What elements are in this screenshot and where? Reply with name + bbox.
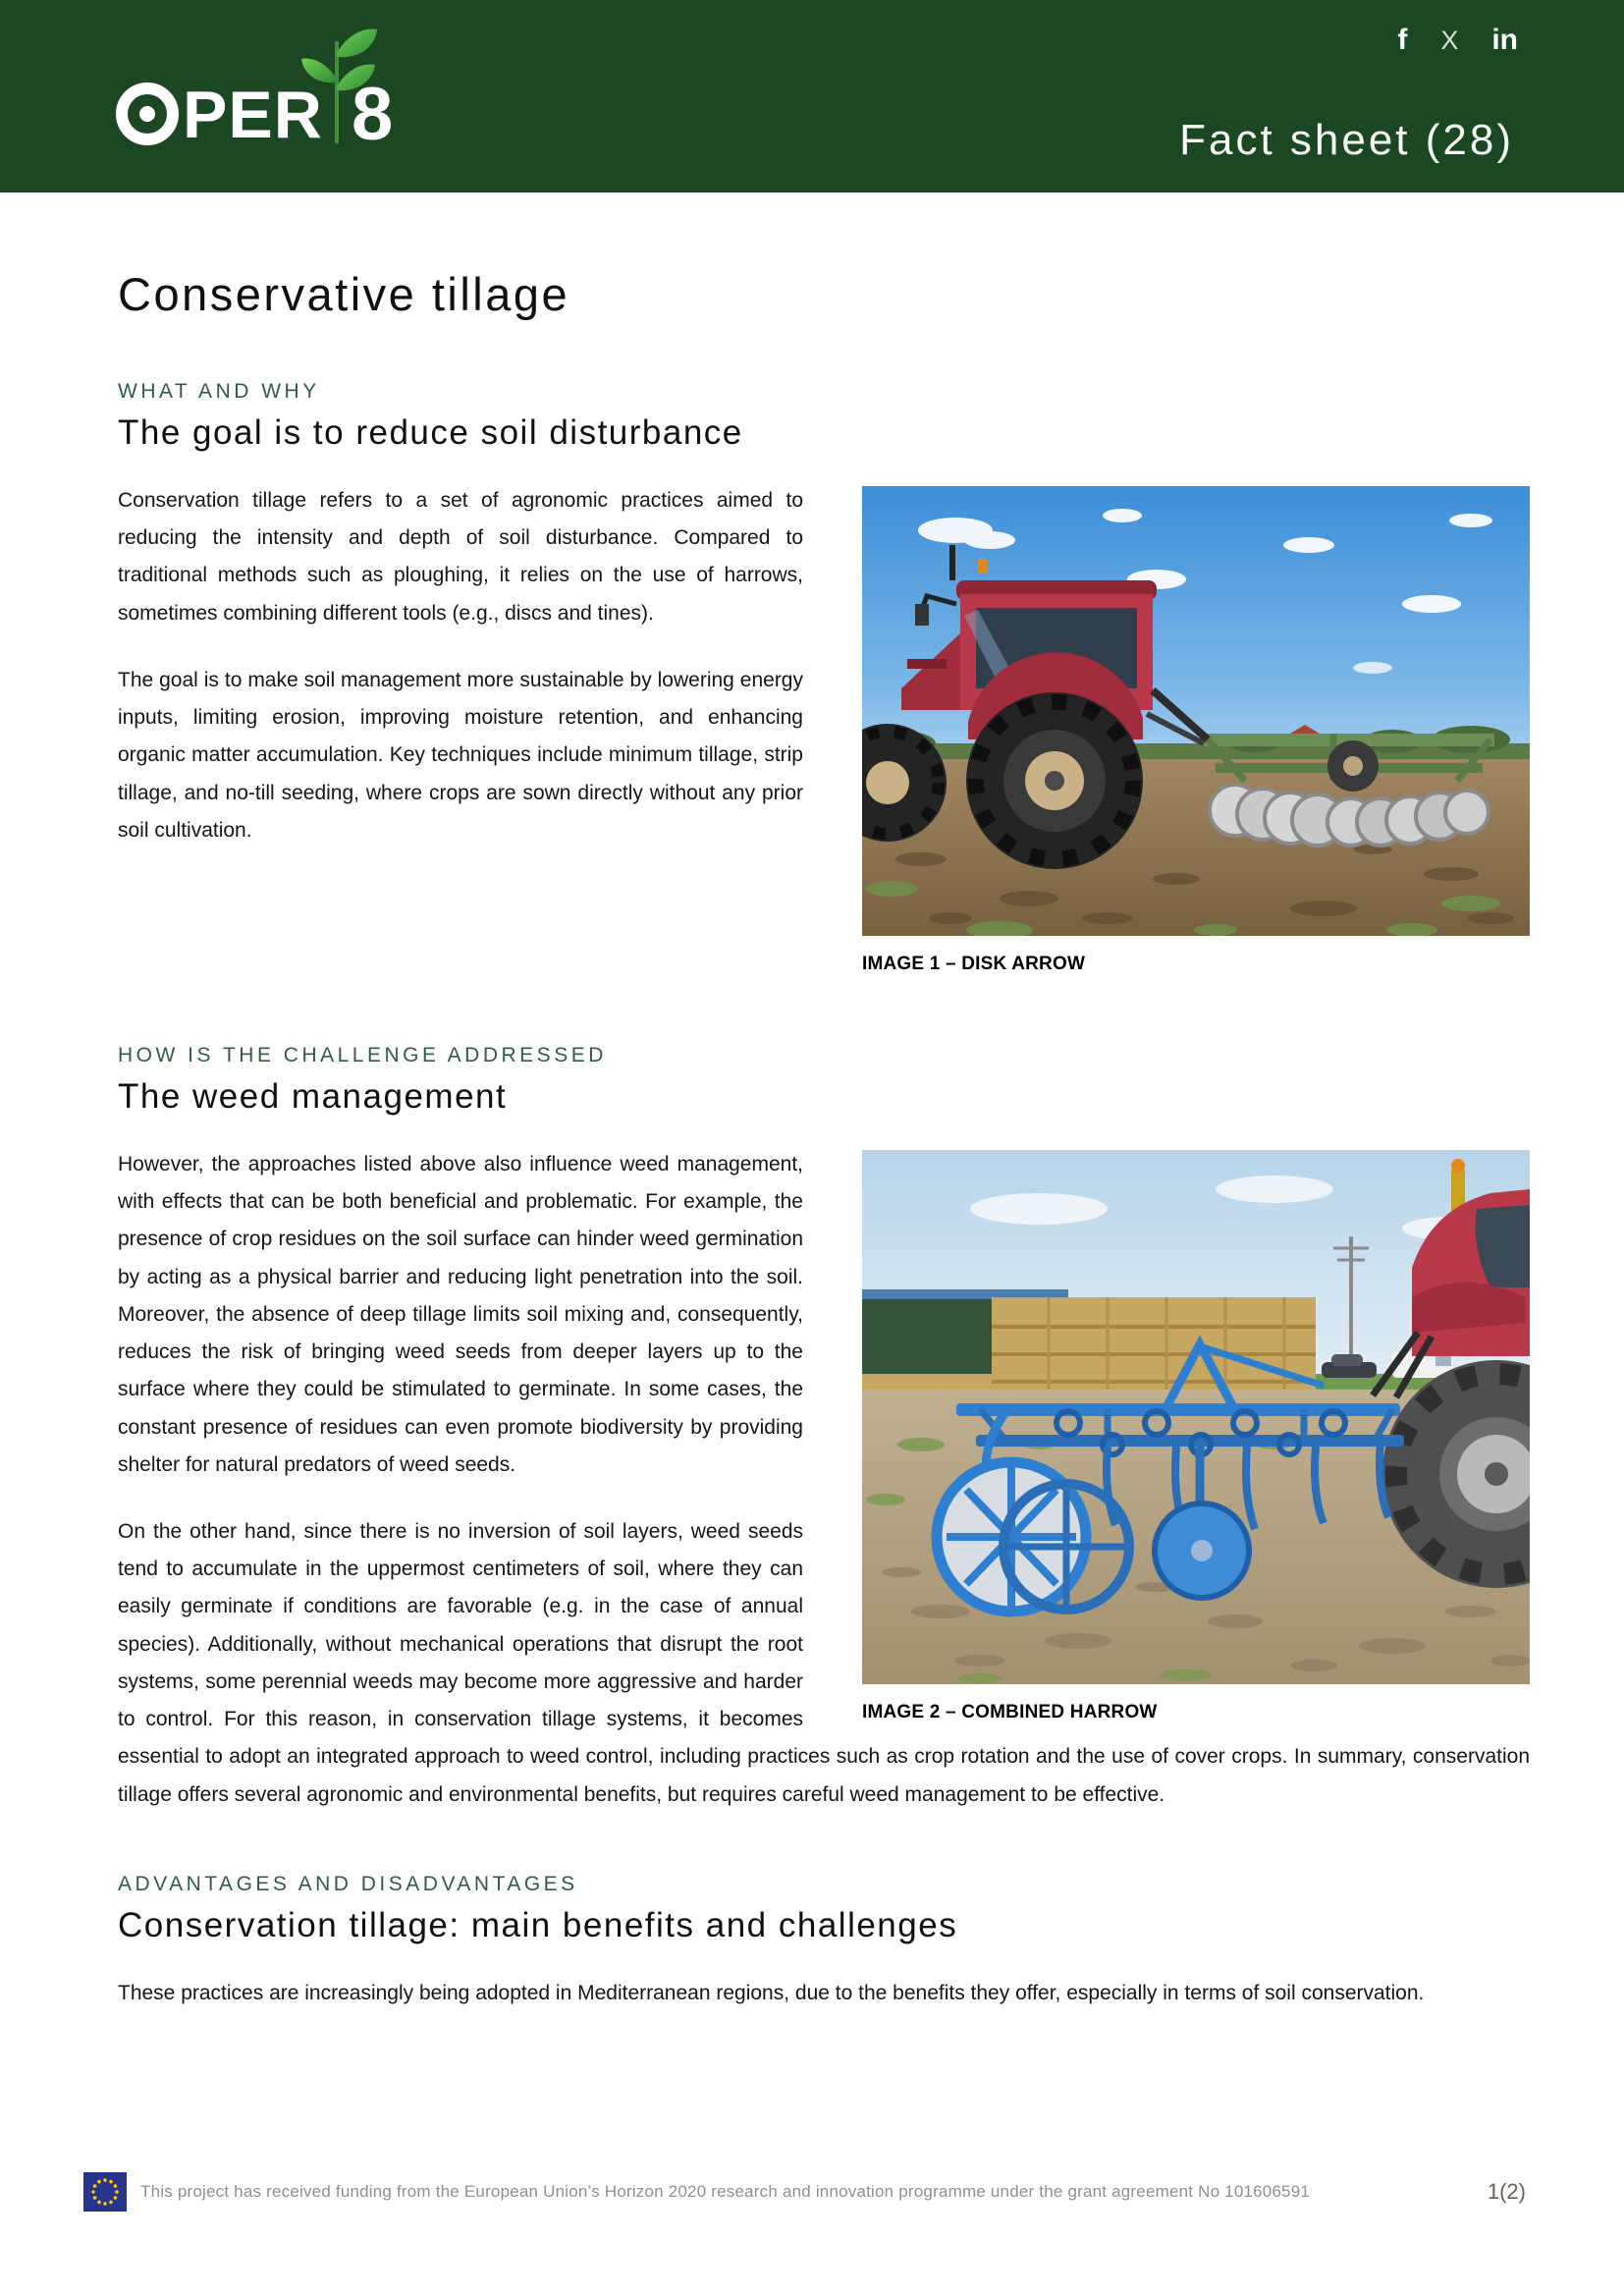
social-links <box>1397 26 1518 55</box>
section-advantages <box>118 1873 1530 2012</box>
logo-word: PER <box>183 78 323 152</box>
section-heading: The goal is to reduce soil disturbance <box>118 413 743 452</box>
image-1-photo <box>862 486 1530 936</box>
logo-number: 8 <box>352 73 394 156</box>
section-how-addressed <box>118 1044 1530 1814</box>
page-number: 1(2) <box>1487 2179 1526 2204</box>
image-2-caption: IMAGE 2 – COMBINED HARROW <box>862 1702 1158 1722</box>
logo-o-dot <box>139 106 155 122</box>
section-heading: The weed management <box>118 1077 508 1116</box>
figure-combined-harrow <box>862 1150 1530 1723</box>
paragraph: On the other hand, since there is no inversion of soil layers, weed seeds tend to accumulate in the uppermost centimeters of soil, where they can easily germinate if conditions are favorable (e.g. in the case of annual species). Additionally, without mechanical operations that disrupt the root systems, some perennial weeds may become more aggressive and harder to control. For this reason, in conservation tillage systems, it becomes essential to adopt an integrated approach to weed control, including practices such as crop rotation and the use of cover crops. In summary, conservation tillage offers several agronomic and environmental benefits, but requires careful weed management to be effective. <box>118 1519 1530 1806</box>
header-banner <box>0 0 1624 192</box>
paragraph: Conservation tillage refers to a set of agronomic practices aimed to reducing the intensity and depth of soil disturbance. Compared to traditional methods such as ploughing, it relies on the use of harrows, sometimes combining different tools (e.g., discs and tines). <box>118 489 803 625</box>
footer <box>83 2172 1526 2212</box>
section-label: HOW IS THE CHALLENGE ADDRESSED <box>118 1044 607 1066</box>
section-label: WHAT AND WHY <box>118 380 320 403</box>
section-label: ADVANTAGES AND DISADVANTAGES <box>118 1872 578 1895</box>
facebook-icon[interactable]: f <box>1397 24 1408 56</box>
section-heading: Conservation tillage: main benefits and challenges <box>118 1905 958 1944</box>
x-twitter-icon[interactable]: X <box>1440 25 1459 55</box>
figure-disk-harrow <box>862 486 1530 975</box>
oper8-logo-graphic <box>110 14 405 161</box>
page-title: Conservative tillage <box>118 268 570 320</box>
main-content <box>0 267 1624 2012</box>
paragraph: The goal is to make soil management more sustainable by lowering energy inputs, limiting erosion, improving moisture retention, and enhancing organic matter accumulation. Key techniques include minimum tillage, strip tillage, and no-till seeding, where crops are sown directly without any prior soil cultivation. <box>118 668 803 842</box>
paragraph: However, the approaches listed above also influence weed management, with effects that can be both beneficial and problematic. For example, the presence of crop residues on the soil surface can hinder weed germination by acting as a physical barrier and reducing light penetration into the soil. Moreover, the absence of deep tillage limits soil mixing and, consequently, reduces the risk of bringing weed seeds from deeper layers up to the surface where they could be stimulated to germinate. In some cases, the constant presence of residues can even promote biodiversity by providing shelter for natural predators of weed seeds. <box>118 1153 803 1476</box>
image-2-photo <box>862 1150 1530 1684</box>
oper8-logo <box>110 14 405 166</box>
section-what-and-why <box>118 380 1530 985</box>
eu-flag-icon <box>83 2172 127 2212</box>
factsheet-number-title: Fact sheet (28) <box>1179 116 1514 164</box>
image-1-caption: IMAGE 1 – DISK ARROW <box>862 954 1086 974</box>
linkedin-icon[interactable]: in <box>1491 24 1518 56</box>
funding-statement: This project has received funding from the European Union’s Horizon 2020 research and innovation programme under the grant agreement No 101606591 <box>140 2182 1311 2201</box>
paragraph: These practices are increasingly being adopted in Mediterranean regions, due to the benefits they offer, especially in terms of soil conservation. <box>118 1981 1425 2004</box>
